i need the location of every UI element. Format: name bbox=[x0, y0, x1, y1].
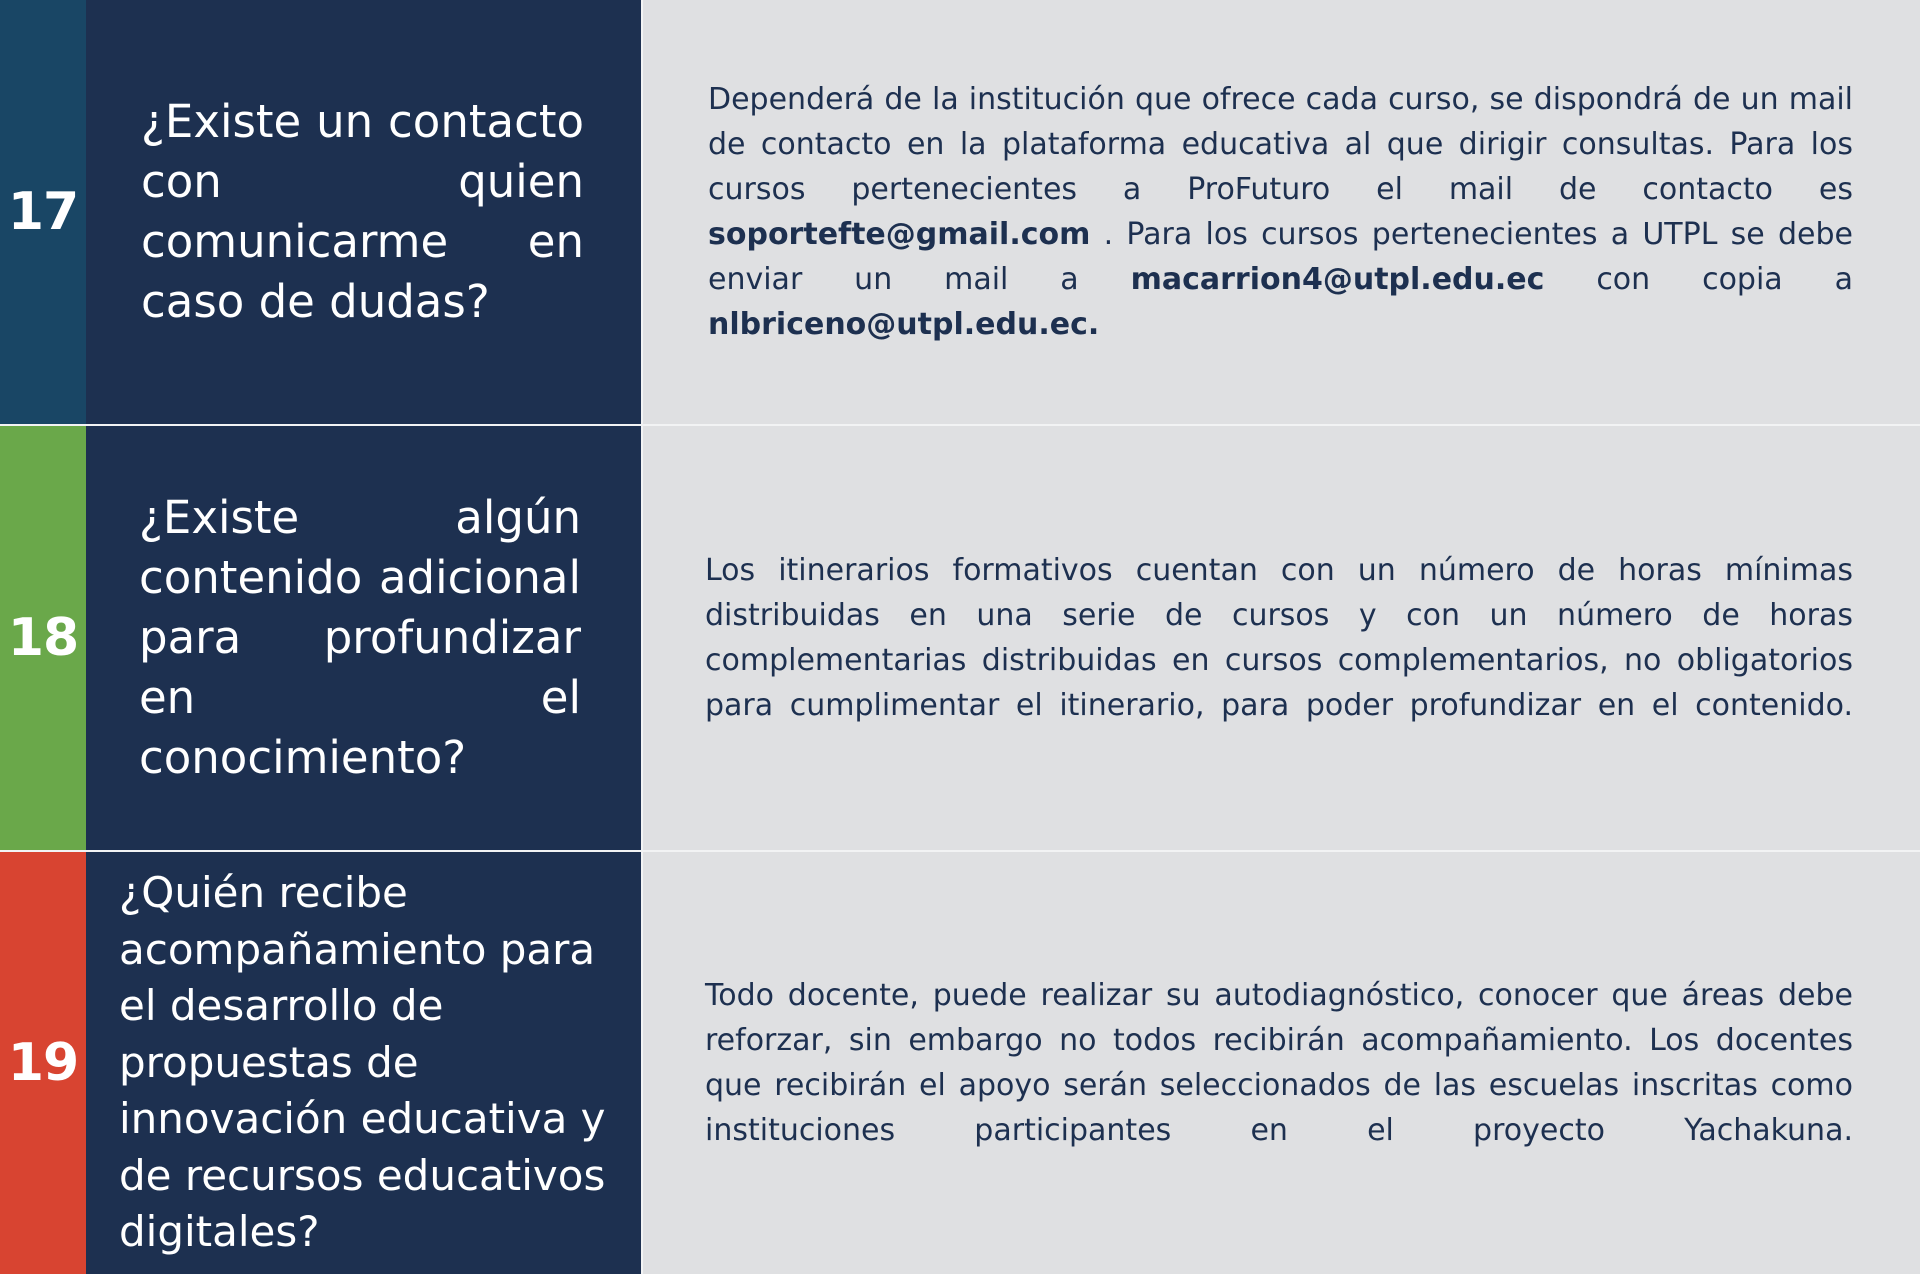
faq-row-17 bbox=[0, 0, 1920, 424]
question-number-19: 19 bbox=[0, 852, 86, 1274]
faq-row-18 bbox=[0, 426, 1920, 850]
answer-cell-17 bbox=[643, 0, 1920, 424]
answer-text-18: Los itinerarios formativos cuentan con un número de horas mínimas distribuidas en una serie de cursos y con un número de horas complementarias distribuidas en cursos complementarios, no obligatorios para cumplimentar el itinerario, para poder profundizar en el contenido. bbox=[705, 553, 1853, 723]
email-nlbriceno: nlbriceno@utpl.edu.ec. bbox=[708, 307, 1100, 342]
email-macarrion4: macarrion4@utpl.edu.ec bbox=[1130, 262, 1545, 297]
faq-row-19 bbox=[0, 852, 1920, 1274]
answer-text-17-part2: . Para los cursos pertenecientes a UTPL se debe enviar un mail a bbox=[708, 217, 1853, 297]
answer-cell-19 bbox=[643, 852, 1920, 1274]
question-number-17: 17 bbox=[0, 0, 86, 424]
answer-text-17-part3: con copia a bbox=[1544, 262, 1853, 297]
question-number-18: 18 bbox=[0, 426, 86, 850]
answer-cell-18 bbox=[643, 426, 1920, 850]
question-text-19: ¿Quién recibe acompañamiento para el desarrollo de propuestas de innovación educativa y de recursos educativos digitales? bbox=[119, 868, 606, 1257]
answer-text-19: Todo docente, puede realizar su autodiagnóstico, conocer que áreas debe reforzar, sin embargo no todos recibirán acompañamiento. Los docentes que recibirán el apoyo serán seleccionados de las escuelas inscritas como instituciones participantes en el proyecto Yachakuna. bbox=[705, 978, 1853, 1148]
question-cell-17 bbox=[86, 0, 641, 424]
answer-text-17-part1: Dependerá de la institución que ofrece cada curso, se dispondrá de un mail de contacto en la plataforma educativa al que dirigir consultas. Para los cursos pertenecientes a ProFuturo el mail de contacto es bbox=[708, 82, 1853, 207]
email-soportefte: soportefte@gmail.com bbox=[708, 217, 1091, 252]
question-cell-19 bbox=[86, 852, 641, 1274]
answer-text-17 bbox=[708, 77, 1853, 347]
question-text-17: ¿Existe un contacto con quien comunicarme en caso de dudas? bbox=[141, 95, 584, 328]
question-cell-18 bbox=[86, 426, 641, 850]
question-text-18: ¿Existe algún contenido adicional para profundizar en el conocimiento? bbox=[139, 491, 581, 784]
